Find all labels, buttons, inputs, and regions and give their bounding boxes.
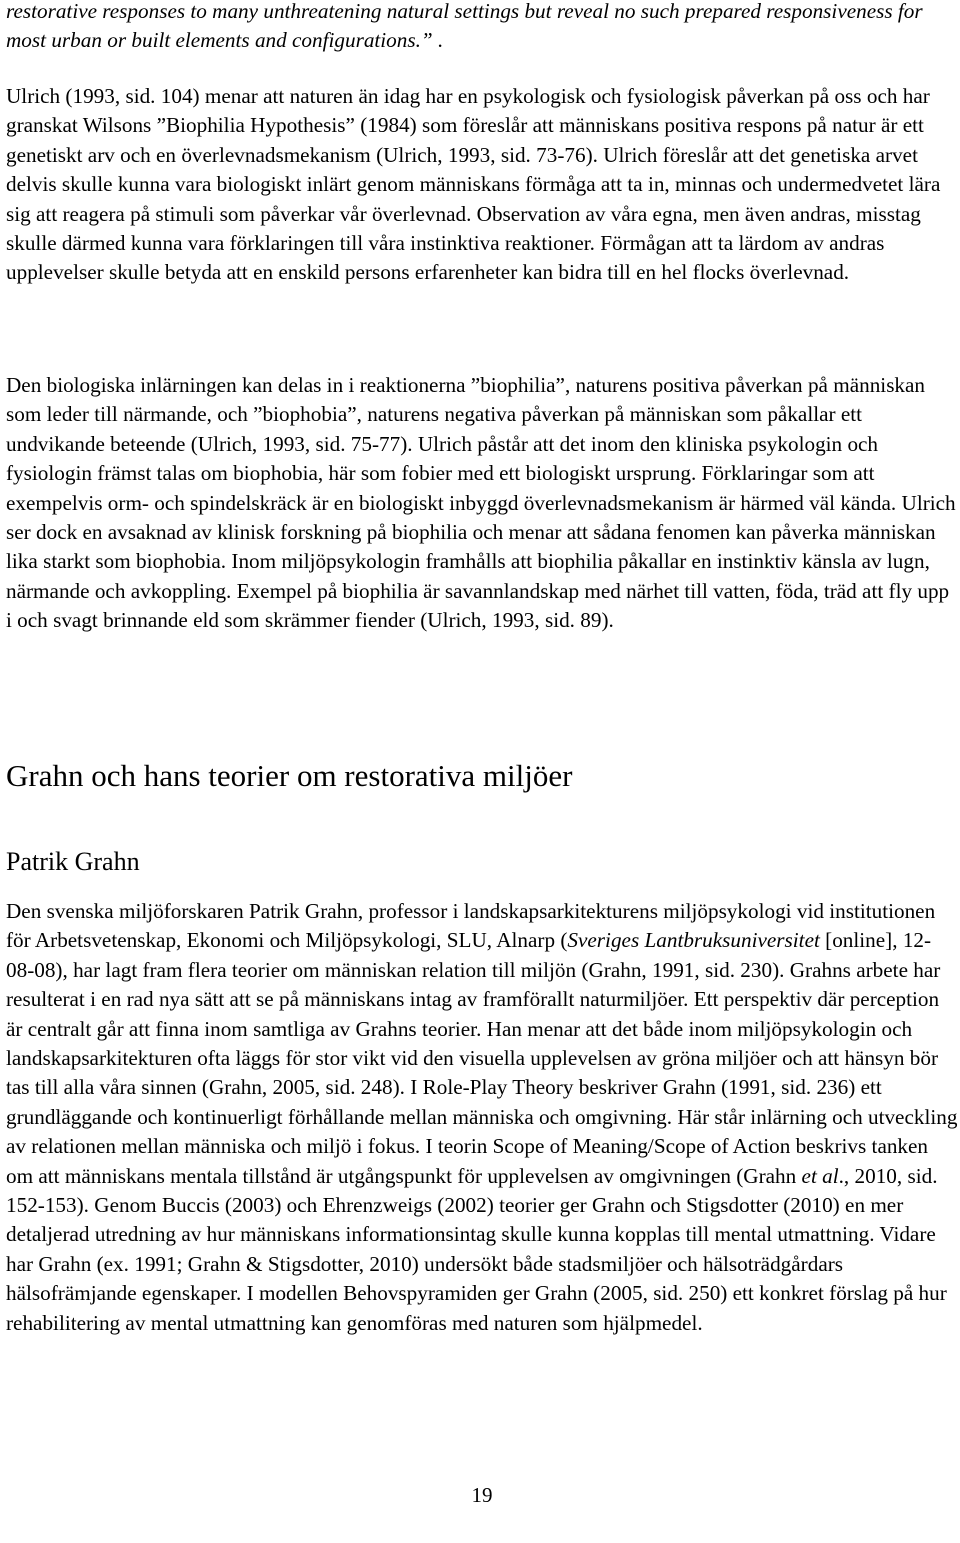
paragraph-text: ., 2010, sid. 152-153). Genom Buccis (2003) och Ehrenzweigs (2002) teorier ger Grahn och Stigsdotter (2010) en mer detaljerad utredning av hur människans informationsintag skulle kunna kopplas till mental utmattning. Vidare har Grahn (ex. 1991; Grahn & Stigsdotter, 2010) undersökt både stadsmiljöer och hälsoträdgårdars hälsofrämjande egenskaper. I modellen Behovspyramiden ger Grahn (2005, sid. 250) ett konkret förslag på hur rehabilitering av mental utmattning kan genomföras med naturen som hjälpmedel.: [6, 1163, 947, 1335]
page-number: 19: [471, 1483, 493, 1507]
paragraph-text: [online], 12-08-08), har lagt fram flera teorier om människan relation till miljön (Grahn, 1991, sid. 230). Grahns arbete har resulterat i en rad nya sätt att se på människans intag av framförallt naturmiljöer. Ett perspektiv där perception är centralt går att finna inom samtliga av Grahns teorier. Han menar att det både inom miljöpsykologin och landskapsarkitekturen ofta läggs för stor vikt vid den visuella upplevelsen av gröna miljöer och att hänsyn bör tas till alla våra sinnen (Grahn, 2005, sid. 248). I Role-Play Theory beskriver Grahn (1991, sid. 236) ett grundläggande och kontinuerligt förhållande mellan människa och omgivning. Här står inlärning och utveckling av relationen mellan människa och miljö i fokus. I teorin Scope of Meaning/Scope of Action beskrivs tanken om att människans mentala tillstånd är utgångspunkt för upplevelsen av omgivningen (Grahn: [6, 928, 958, 1188]
paragraph-biological-learning: Den biologiska inlärningen kan delas in i reaktionerna ”biophilia”, naturens positiva påverkan på människan som leder till närmande, och ”biophobia”, naturens negativa påverkan på människan som påkallar ett undvikande beteende (Ulrich, 1993, sid. 75-77). Ulrich påstår att det inom den kliniska psykologin och fysiologin främst talas om biophobia, här som fobier med ett biologiskt ursprung. Förklaringar som att exempelvis orm- och spindelskräck är en biologiskt inbyggd överlevnadsmekanism är härmed väl kända. Ulrich ser dock en avsaknad av klinisk forskning på biophilia och menar att sådana fenomen kan påverka människan lika starkt som biophobia. Inom miljöpsykologin framhålls att biophilia påkallar en instinktiv känsla av lugn, närmande och avkoppling. Exempel på biophilia är savannlandskap med närhet till vatten, föda, träd att fly upp i och svagt brinnande eld som skrämmer fiender (Ulrich, 1993, sid. 89).: [6, 373, 956, 633]
section-heading: Grahn och hans teorier om restorativa miljöer: [6, 758, 573, 793]
paragraph-ulrich-biophilia: Ulrich (1993, sid. 104) menar att naturen än idag har en psykologisk och fysiologisk påverkan på oss och har granskat Wilsons ”Biophilia Hypothesis” (1984) som föreslår att människans positiva respons på natur är ett genetiskt arv och en överlevnadsmekanism (Ulrich, 1993, sid. 73-76). Ulrich föreslår att det genetiska arvet delvis skulle kunna vara biologiskt inlärt genom människans förmåga att ta in, minnas och undermedvetet lära sig att reagera på stimuli som påverkar vår överlevnad. Observation av våra egna, men även andras, misstag skulle därmed kunna vara förklaringen till våra instinktiva reaktioner. Förmågan att ta lärdom av andras upplevelser skulle betyda att en enskild persons erfarenheter kan bidra till en hel flocks överlevnad.: [6, 84, 941, 285]
italic-text: et al: [801, 1163, 839, 1188]
paragraph-text: Den svenska miljöforskaren Patrik Grahn, professor i landskapsarkitekturens miljöpsykologi vid institutionen för Arbetsvetenskap, Ekonomi och Miljöpsykologi, SLU, Alnarp (: [6, 899, 936, 953]
block-quote: restorative responses to many unthreatening natural settings but reveal no such prepared responsiveness for most urban or built elements and configurations.” .: [6, 0, 923, 53]
italic-text: Sveriges Lantbruksuniversitet: [567, 928, 820, 953]
paragraph-patrik-grahn: [6, 897, 958, 1338]
subsection-heading: Patrik Grahn: [6, 847, 140, 876]
